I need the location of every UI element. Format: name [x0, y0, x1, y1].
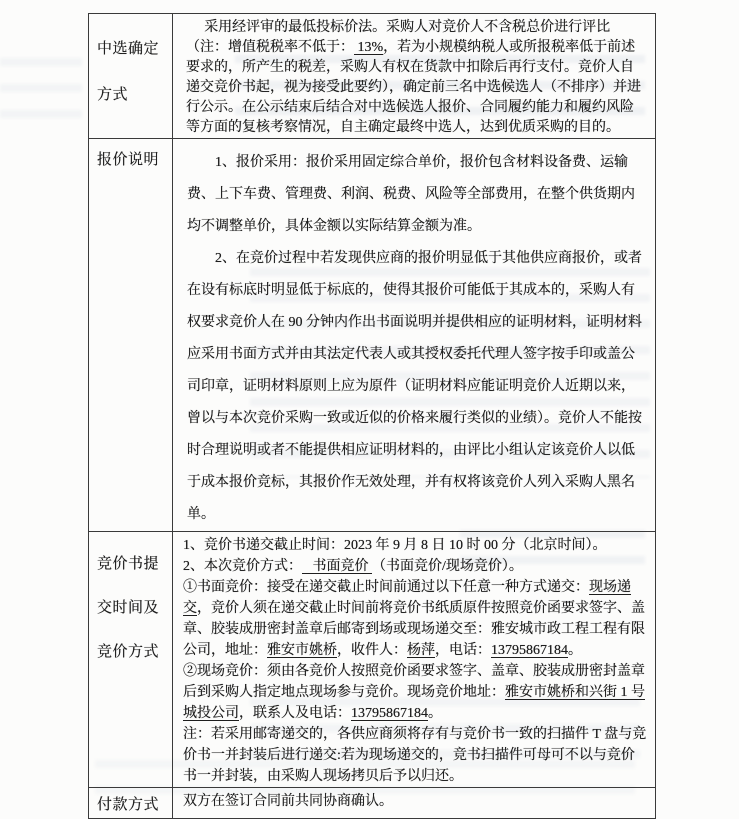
row-header-quotation-notes: 报价说明 — [89, 139, 173, 531]
paragraph: 双方在签订合同前共同协商确认。 — [183, 794, 393, 809]
bleedthrough-artifact — [0, 58, 82, 118]
paragraph: 2、本次竞价方式： 书面竞价 （书面竞价/现场竞价）。 — [183, 559, 523, 574]
paragraph: ②现场竞价：须由各竞价人按照竞价函要求签字、盖章、胶装成册密封盖章后到采购人指定地点现场参与竞价。现场竞价地址：雅安市姚桥和兴街 1 号城投公司，联系人及电话：13795867184。 — [183, 664, 645, 721]
row-content-selection-method — [173, 14, 655, 138]
table-row-payment-method — [89, 787, 655, 818]
row-header-selection-method: 中选确定方式 — [89, 14, 173, 138]
paragraph: ①书面竞价：接受在递交截止时间前通过以下任意一种方式递交：现场递交，竞价人须在递交截止时间前将竞价书纸质原件按照竞价函要求签字、盖章、胶装成册密封盖章后邮寄到场或现场递交至：雅安城市政工程工程有限公司，地址：雅安市姚桥，收件人：杨萍，电话：13795867184。 — [183, 580, 645, 658]
procurement-terms-table — [88, 13, 656, 819]
paragraph: 注：若采用邮寄递交的，各供应商须将存有与竞价书一致的扫描件 T 盘与竞价书一并封装后进行递交:若为现场递交的，竞书扫描件可母可不以与竞价书一并封装，由采购人现场拷贝后予以归还。 — [183, 727, 647, 784]
table-row-selection-method — [89, 14, 655, 138]
table-row-submission-time-method — [89, 531, 655, 787]
paragraph: 1、报价采用：报价采用固定综合单价，报价包含材料设备费、运输费、上下车费、管理费、利润、税费、风险等全部费用，在整个供货期内均不调整单价，具体金额以实际结算金额为准。 — [187, 155, 635, 234]
row-content-quotation-notes — [173, 139, 655, 531]
row-content-payment-method — [173, 788, 655, 818]
row-header-payment-method: 付款方式 — [89, 788, 173, 818]
paragraph: 采用经评审的最低投标价法。采购人对竞价人不含税总价进行评比（注：增值税税率不低于： 13%，若为小规模纳税人或所报税率低于前述要求的，所产生的税差，采购人有权在货款中扣除后再行支付。竞价人自递交竞价书起，视为接受此要约），确定前三名中选候选人（不排序）并进行公示。在公示结束后结合对中选候选人报价、合同履约能力和履约风险等方面的复核考察情况，自主确定最终中选人，达到优质采购的目的。 — [186, 20, 641, 135]
row-content-submission-time-method — [173, 532, 655, 787]
paragraph: 1、竞价书递交截止时间：2023 年 9 月 8 日 10 时 00 分（北京时间）。 — [183, 538, 607, 553]
paragraph: 2、在竞价过程中若发现供应商的报价明显低于其他供应商报价，或者在设有标底时明显低于标底的，使得其报价可能低于其成本的，采购人有权要求竞价人在 90 分钟内作出书面说明并提供相应的证明材料，证明材料应采用书面方式并由其法定代表人或其授权委托代理人签字按手印或盖公司印章，证明材料原则上应为原件（证明材料应能证明竞价人近期以来，曾以与本次竞价采购一致或近似的价格来履行类似的业绩）。竞价人不能按时合理说明或者不能提供相应证明材料的，由评比小组认定该竞价人以低于成本报价竞标，其报价作无效处理，并有权将该竞价人列入采购人黑名单。 — [187, 251, 642, 522]
row-header-submission-time-method: 竞价书提交时间及竞价方式 — [89, 532, 173, 787]
table-row-quotation-notes — [89, 138, 655, 531]
